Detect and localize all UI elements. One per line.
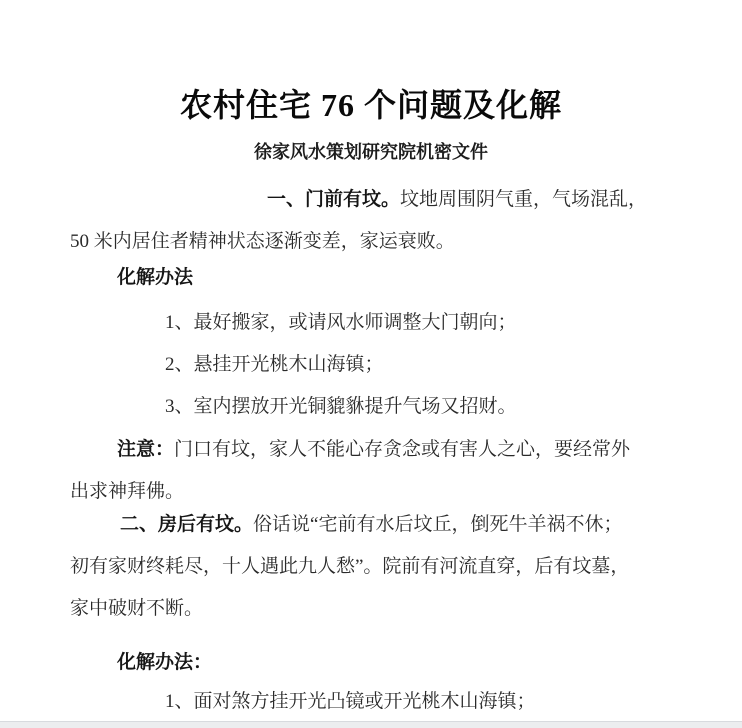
text-run: 1、面对煞方挂开光凸镜或开光桃木山海镇； xyxy=(165,691,536,712)
text-line xyxy=(70,257,672,299)
text-line xyxy=(70,386,672,428)
text-run-bold: 化解办法： xyxy=(117,652,213,673)
text-line xyxy=(70,546,672,588)
text-run-bold: 化解办法 xyxy=(117,267,194,288)
page-bottom-edge xyxy=(0,721,742,728)
paragraph-remedy-list-2 xyxy=(70,681,672,723)
text-line xyxy=(70,179,672,221)
document-title: 农村住宅 76 个问题及化解 xyxy=(179,87,562,123)
text-run: 坟地周围阴气重，气场混乱， xyxy=(400,189,648,210)
text-run: 家中破财不断。 xyxy=(70,598,204,619)
text-run: 俗话说“宅前有水后坟丘，倒死牛羊祸不休； xyxy=(253,514,623,535)
paragraph-remedy-heading-1 xyxy=(70,257,672,299)
paragraph-problem-1 xyxy=(70,179,672,263)
paragraph-remedy-heading-2 xyxy=(70,642,672,684)
text-run: 3、室内摆放开光铜貔貅提升气场又招财。 xyxy=(165,396,517,417)
paragraph-problem-2 xyxy=(70,504,672,630)
text-line xyxy=(70,302,672,344)
document-content xyxy=(70,0,672,723)
text-line xyxy=(70,504,672,546)
text-run: 50 米内居住者精神状态逐渐变差，家运衰败。 xyxy=(70,231,455,252)
text-line xyxy=(70,344,672,386)
text-run: 出求神拜佛。 xyxy=(70,481,185,502)
paragraph-note-1 xyxy=(70,429,672,513)
text-line xyxy=(70,429,672,471)
document-body xyxy=(70,179,672,723)
text-run-bold: 注意： xyxy=(117,439,175,460)
text-line xyxy=(70,588,672,630)
paragraph-remedy-list-1 xyxy=(70,302,672,428)
document-subtitle: 徐家风水策划研究院机密文件 xyxy=(254,142,488,162)
text-run-bold: 一、门前有坟。 xyxy=(267,189,401,210)
text-run: 门口有坟，家人不能心存贪念或有害人之心，要经常外 xyxy=(174,439,631,460)
text-run-bold: 二、房后有坟。 xyxy=(120,514,254,535)
text-line xyxy=(70,681,672,723)
text-run: 1、最好搬家，或请风水师调整大门朝向； xyxy=(165,312,517,333)
text-run: 2、悬挂开光桃木山海镇； xyxy=(165,354,384,375)
text-run: 初有家财终耗尽，十人遇此九人愁”。院前有河流直穿，后有坟墓， xyxy=(70,556,630,577)
text-line xyxy=(70,642,672,684)
